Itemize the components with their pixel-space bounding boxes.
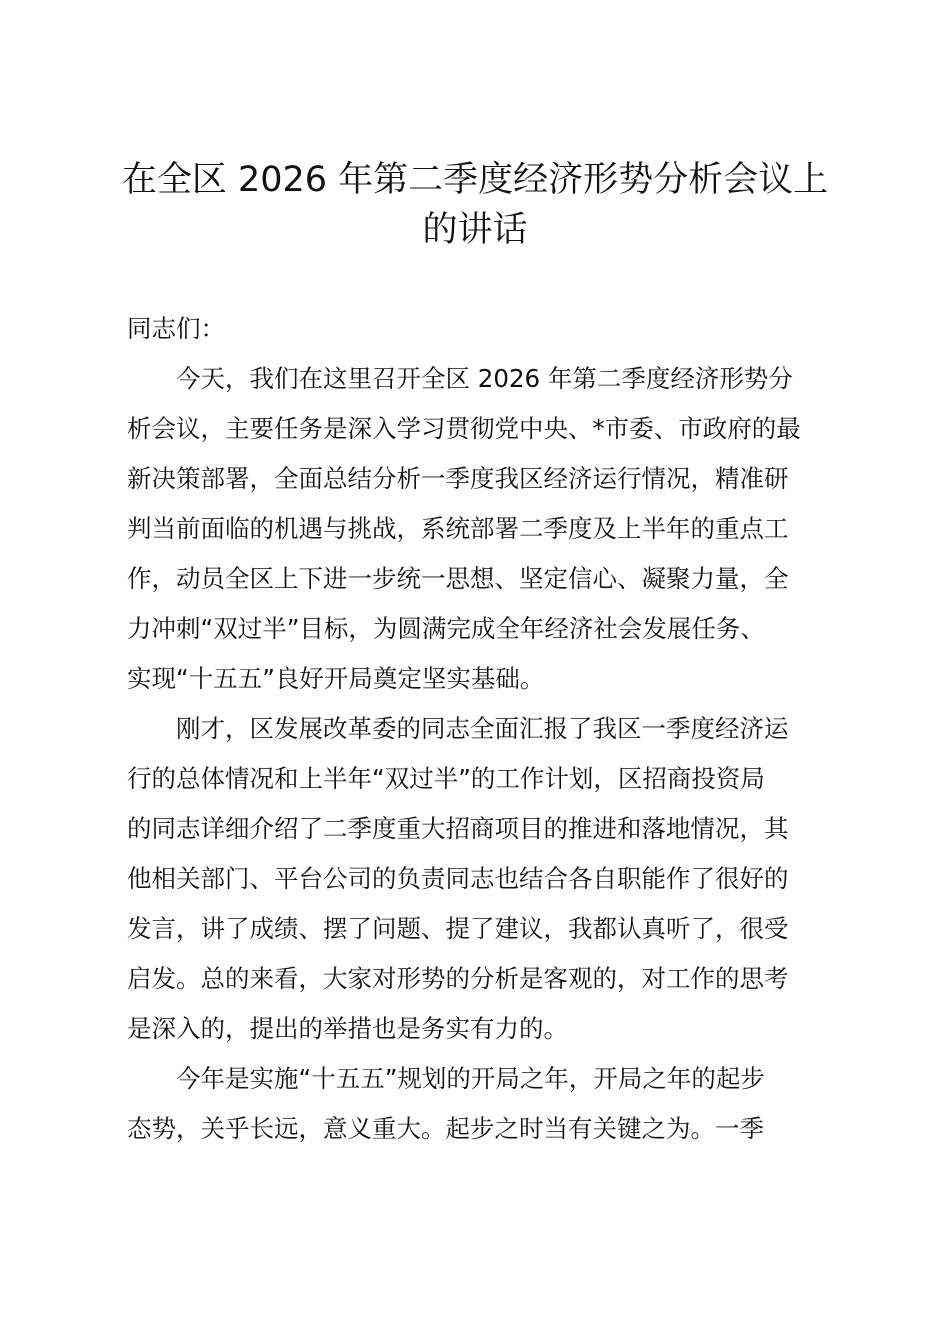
- body-line: 力冲刺“双过半”目标，为圆满完成全年经济社会发展任务、: [127, 614, 765, 643]
- body-line: 启发。总的来看，大家对形势的分析是客观的，对工作的思考: [127, 964, 789, 993]
- body-line: 是深入的，提出的举措也是务实有力的。: [127, 1014, 568, 1043]
- body-line: 态势，关乎长远，意义重大。起步之时当有关键之为。一季: [127, 1114, 764, 1143]
- body-line: 行的总体情况和上半年“双过半”的工作计划，区招商投资局: [127, 764, 765, 793]
- document-title-line-1: 在全区 2026 年第二季度经济形势分析会议上: [121, 160, 829, 200]
- body-line: 发言，讲了成绩、摆了问题、提了建议，我都认真听了，很受: [127, 914, 789, 943]
- body-line: 析会议，主要任务是深入学习贯彻党中央、*市委、市政府的最: [127, 414, 801, 443]
- body-line: 新决策部署，全面总结分析一季度我区经济运行情况，精准研: [127, 464, 789, 493]
- body-line: 的同志详细介绍了二季度重大招商项目的推进和落地情况，其: [127, 814, 789, 843]
- body-line: 实现“十五五”良好开局奠定坚实基础。: [127, 664, 545, 693]
- body-line: 判当前面临的机遇与挑战，系统部署二季度及上半年的重点工: [127, 514, 789, 543]
- document-title-line-2: 的讲话: [422, 210, 528, 250]
- body-line: 刚才，区发展改革委的同志全面汇报了我区一季度经济运: [127, 714, 789, 743]
- body-line: 今天，我们在这里召开全区 2026 年第二季度经济形势分: [127, 364, 793, 393]
- body-line: 今年是实施“十五五”规划的开局之年，开局之年的起步: [127, 1064, 765, 1093]
- salutation: 同志们：: [127, 314, 225, 343]
- body-line: 他相关部门、平台公司的负责同志也结合各自职能作了很好的: [127, 864, 789, 893]
- body-line: 作，动员全区上下进一步统一思想、坚定信心、凝聚力量，全: [127, 564, 789, 593]
